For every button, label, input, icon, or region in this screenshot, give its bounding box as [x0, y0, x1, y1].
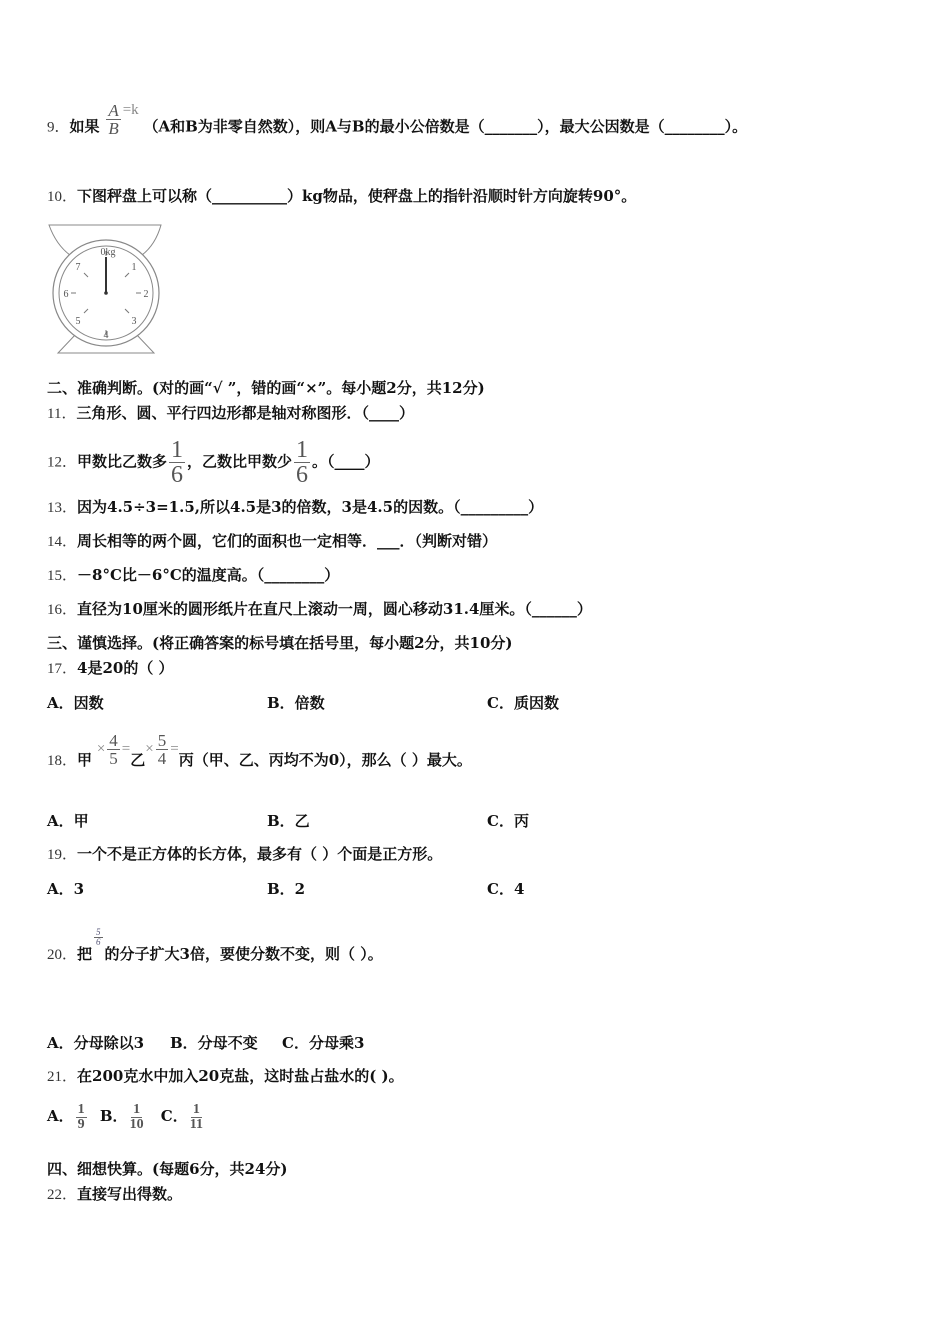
question-text: 4是20的（ ）	[77, 659, 174, 677]
denominator: 4	[157, 748, 167, 768]
question-12	[47, 438, 380, 487]
question-number: 19．	[47, 847, 78, 863]
section-3-heading: 三、谨慎选择。(将正确答案的标号填在括号里，每小题2分，共10分)	[47, 634, 513, 652]
fraction-five-fourths	[156, 732, 169, 767]
question-17	[47, 658, 174, 679]
question-text: 甲数比乙数多	[77, 452, 168, 471]
question-text: 三角形、圆、平行四边形都是轴对称图形．（____）	[76, 404, 414, 422]
numerator: 1	[171, 437, 184, 463]
scale-label-0kg: 0kg	[100, 247, 116, 258]
question-text: 把	[77, 945, 93, 963]
section-2-heading: 二、准确判断。(对的画“√ ”，错的画“×”。每小题2分，共12分)	[47, 379, 485, 397]
question-text: －8°C比－6°C的温度高。（________）	[77, 566, 340, 584]
equation-k: =k	[122, 101, 139, 118]
question-number: 11．	[47, 406, 77, 422]
fraction-one-sixth	[169, 438, 185, 487]
fraction-one-sixth	[294, 438, 310, 487]
denominator: 9	[77, 1116, 85, 1132]
option-a[interactable]: A．分母除以3	[47, 1034, 145, 1052]
option-label: A．	[47, 1107, 74, 1125]
option-c[interactable]	[160, 1101, 205, 1132]
scale-label: 4	[103, 330, 109, 341]
numerator: A	[108, 101, 119, 120]
question-15	[47, 565, 339, 586]
question-number: 22．	[47, 1187, 78, 1203]
question-number: 18．	[47, 753, 78, 769]
option-c[interactable]: C．质因数	[487, 694, 559, 712]
option-a[interactable]: A．3	[47, 880, 85, 898]
fraction-a-over-b	[106, 102, 120, 137]
section-4-heading: 四、细想快算。(每题6分，共24分)	[47, 1160, 288, 1178]
question-16	[47, 599, 592, 620]
numerator: 1	[77, 1101, 85, 1117]
times-sign: ×	[96, 741, 106, 757]
question-text: 周长相等的两个圆，它们的面积也一定相等．___．（判断对错）	[77, 532, 498, 550]
question-18	[47, 730, 472, 781]
question-number: 14．	[47, 534, 78, 550]
fraction-five-sixths	[94, 928, 103, 947]
option-c[interactable]: C．4	[487, 880, 525, 898]
question-text: 乙	[130, 751, 146, 769]
question-21	[47, 1066, 404, 1087]
numerator: 5	[157, 730, 167, 750]
numerator: 5	[96, 926, 101, 937]
question-text: 直径为10厘米的圆形纸片在直尺上滚动一周，圆心移动31.4厘米。（______）	[77, 600, 592, 618]
question-11	[47, 403, 414, 424]
question-text: 下图秤盘上可以称（__________）kg物品，使秤盘上的指针沿顺时针方向旋转90°。	[77, 187, 637, 205]
question-number: 20．	[47, 947, 78, 963]
q21-options	[47, 1096, 205, 1136]
question-text: 因为4.5÷3=1.5,所以4.5是3的倍数，3是4.5的因数。（_________）	[77, 498, 544, 516]
scale-label: 5	[75, 316, 81, 327]
option-c[interactable]: C．丙	[487, 812, 529, 830]
question-10	[47, 186, 636, 207]
equation-part	[145, 730, 179, 768]
numerator: 1	[296, 437, 309, 463]
question-text: 直接写出得数。	[77, 1185, 183, 1203]
question-text: 丙（甲、乙、丙均不为0），那么（ ）最大。	[178, 751, 472, 769]
scale-label: 1	[131, 262, 137, 273]
question-text: 在200克水中加入20克盐，这时盐占盐水的( )。	[77, 1067, 404, 1085]
times-sign: ×	[145, 741, 154, 757]
option-c[interactable]: C．分母乘3	[282, 1034, 365, 1052]
numerator: 1	[192, 1101, 200, 1117]
option-label: C．	[160, 1107, 188, 1125]
question-9	[47, 101, 748, 145]
question-number: 12．	[47, 454, 78, 471]
option-b[interactable]: B．分母不变	[170, 1034, 258, 1052]
equals-sign: =	[121, 741, 131, 757]
denominator: 5	[109, 748, 118, 768]
equation-part	[96, 730, 131, 768]
option-b[interactable]: B．2	[267, 880, 306, 898]
option-a[interactable]: A．因数	[47, 694, 104, 712]
question-text: 。（____）	[312, 452, 380, 471]
numerator: 4	[109, 730, 118, 750]
option-b[interactable]: B．倍数	[267, 694, 325, 712]
question-text: 的分子扩大3倍，要使分数不变，则（ ）。	[104, 945, 383, 963]
question-20	[47, 926, 383, 965]
option-b[interactable]	[99, 1101, 146, 1132]
fraction-four-fifths	[107, 732, 120, 767]
equals-sign: =	[170, 741, 179, 757]
scale-diagram	[44, 222, 168, 356]
denominator: 6	[171, 462, 184, 488]
question-text: 一个不是正方体的长方体，最多有（ ）个面是正方形。	[77, 845, 443, 863]
question-number: 9．	[47, 119, 70, 136]
option-label: B．	[99, 1107, 128, 1125]
question-19	[47, 844, 442, 865]
option-a[interactable]	[47, 1101, 89, 1132]
question-text: （A和B为非零自然数），则A与B的最小公倍数是（_______），最大公因数是（________）。	[143, 117, 748, 136]
option-b[interactable]: B．乙	[267, 812, 310, 830]
option-a[interactable]: A．甲	[47, 812, 89, 830]
fraction-one-tenth	[130, 1103, 144, 1132]
question-number: 15．	[47, 568, 78, 584]
question-text: 甲	[77, 751, 93, 769]
question-13	[47, 497, 543, 518]
denominator: 10	[129, 1116, 144, 1132]
denominator: 6	[296, 462, 309, 488]
question-number: 10．	[47, 189, 78, 205]
scale-label: 2	[143, 289, 149, 300]
pointer-pivot	[104, 291, 108, 295]
fraction-one-eleventh	[190, 1103, 203, 1132]
fraction-one-ninth	[76, 1103, 87, 1132]
question-number: 13．	[47, 500, 78, 516]
question-text: 如果	[69, 117, 100, 136]
denominator: 11	[189, 1116, 203, 1132]
question-number: 16．	[47, 602, 78, 618]
denominator: B	[108, 119, 119, 138]
numerator: 1	[133, 1101, 141, 1117]
question-22	[47, 1184, 182, 1205]
scale-label: 6	[63, 289, 69, 300]
question-number: 17．	[47, 661, 78, 677]
denominator: 6	[96, 936, 101, 947]
question-text: ，乙数比甲数少	[187, 452, 293, 471]
scale-label: 7	[75, 262, 81, 273]
scale-label: 3	[131, 316, 137, 327]
question-14	[47, 531, 497, 552]
question-number: 21．	[47, 1069, 78, 1085]
